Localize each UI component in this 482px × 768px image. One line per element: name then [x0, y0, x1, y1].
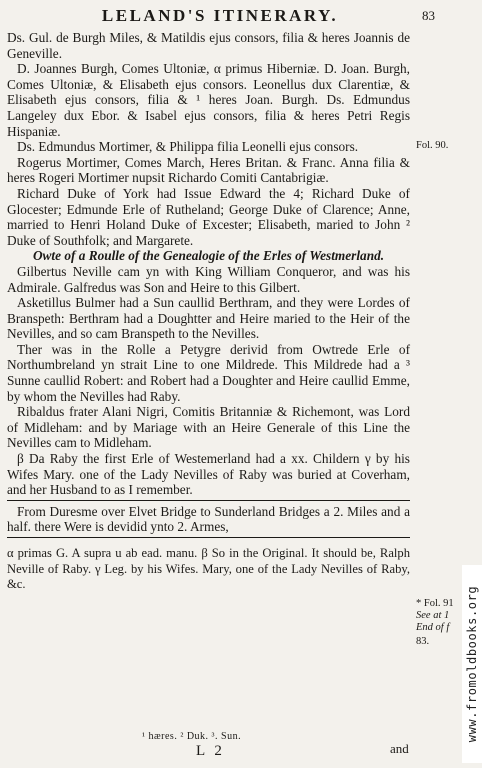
- page-number: 83: [422, 8, 435, 23]
- paragraph: Rogerus Mortimer, Comes March, Heres Britan. & Franc. Anna filia & heres Rogeri Mortimer nupsit Richardo Comiti Cantabrigiæ.: [7, 154, 410, 186]
- paragraph: Gilbertus Neville cam yn with King William Conqueror, and was his Admirale. Galfredus was Son and Heire to this Gilbert.: [7, 263, 410, 295]
- page-footer: [0, 731, 482, 767]
- paragraph: Asketillus Bulmer had a Sun caullid Berthram, and they were Lordes of Branspeth: Berthram had a Doughtter and Heire maried to the Heir of the Nevilles, and so cam Branspeth to the Nevilles.: [7, 295, 410, 342]
- margin-note-see-at: See at 1: [416, 610, 450, 621]
- footnote-rule: [7, 537, 410, 538]
- page-header: [0, 6, 482, 28]
- watermark-text: www.fromoldbooks.org: [465, 585, 479, 743]
- paragraph: D. Joannes Burgh, Comes Ultoniæ, α primus Hiberniæ. D. Joan. Burgh, Comes Ultoniæ, & Elisabeth ejus consors. Leonellus dux Clarentiæ, & Elisabeth ejus consors, filia & ¹ heres Joan. Burgh. Ds. Edmundus Langeley dux Ebor. & Isabel ejus consors, filia & heres Petri Regis Hispaniæ.: [7, 61, 410, 139]
- catchword: and: [390, 741, 409, 756]
- section-rule: [7, 500, 410, 501]
- footnotes: [7, 546, 410, 593]
- paragraph: Ther was in the Rolle a Petygre derivid from Owtrede Erle of Northumbreland yn strait Line to one Mildrede. This Mildrede had a ³ Sunne caullid Robert: and Robert had a Doughter and Heire caullid Emme, by whom the Nevilles had Raby.: [7, 341, 410, 404]
- margin-note-fol91: * Fol. 91: [416, 598, 454, 609]
- route-paragraph: From Duresme over Elvet Bridge to Sunderland Bridges a 2. Miles and a half. there Were is devidid ynto 2. Armes,: [7, 503, 410, 535]
- body-text: [7, 30, 410, 593]
- signature-mark: L 2: [196, 743, 225, 759]
- watermark-strip: [462, 565, 482, 763]
- paragraph: Ribaldus frater Alani Nigri, Comitis Britanniæ & Richemont, was Lord of Midleham: and by Mariage with an Heire Generale of this Line the Nevilles cam to Midleham.: [7, 404, 410, 451]
- section-heading: Owte of a Roulle of the Genealogie of the Erles of Westmerland.: [32, 248, 385, 264]
- running-title: LELAND'S ITINERARY.: [101, 6, 339, 25]
- footnote: α primas G. A supra u ab ead. manu. β So in the Original. It should be, Ralph Neville of Raby. γ Leg. by his Wifes. Mary, one of the Lady Nevilles of Raby, &c.: [7, 546, 410, 591]
- margin-note-page-ref: 83.: [416, 636, 430, 647]
- paragraph: Ds. Edmundus Mortimer, & Philippa filia Leonelli ejus consors.: [17, 139, 359, 155]
- paragraph: β Da Raby the first Erle of Westemerland had a xx. Childern γ by his Wifes Mary. one of the Lady Nevilles of Raby was buried at Coverham, and her Husband to as I remember.: [7, 451, 410, 498]
- margin-note-fol90: Fol. 90.: [416, 140, 449, 151]
- paragraph: Ds. Gul. de Burgh Miles, & Matildis ejus consors, filia & heres Joannis de Geneville.: [7, 30, 410, 61]
- margin-note-end-of: End of f: [416, 622, 450, 633]
- paragraph: Richard Duke of York had Issue Edward the 4; Richard Duke of Glocester; Edmunde Erle of Rutheland; George Duke of Clarence; Anne, married to Henri Holand Duke of Excester; Elisabeth, maried to John ² Duke of Southfolk; and Margarete.: [7, 185, 410, 248]
- signature-notes: ¹ hæres. ² Duk. ³. Sun.: [142, 731, 242, 742]
